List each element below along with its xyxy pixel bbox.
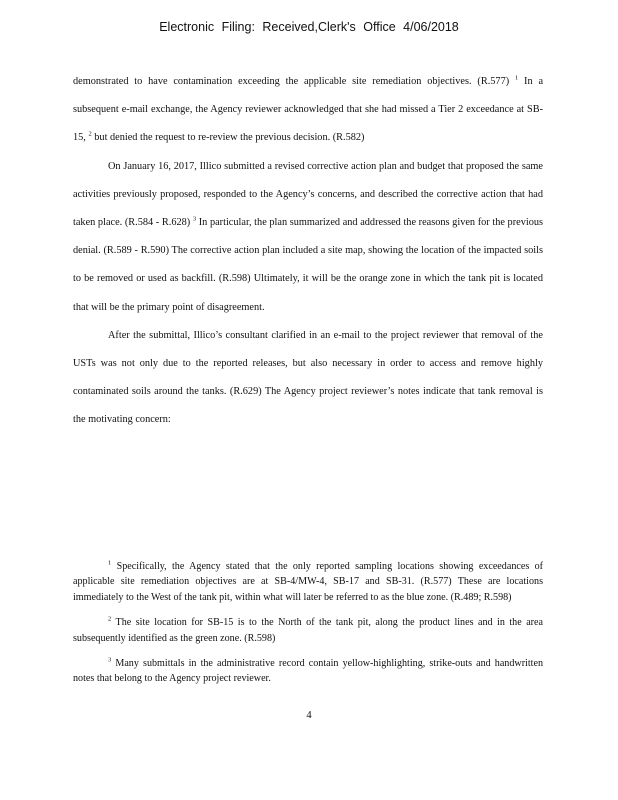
paragraph-1-text-3: but denied the request to re-review the previous decision. (R.582) — [91, 132, 365, 144]
paragraph-2-text-2: In particular, the plan summarized and addressed the reasons given for the previous denial. (R.589 - R.590) The corrective action plan included a site map, showing the location of the impacted soils to be removed or used as backfill. (R.598) Ultimately, it will be the orange zone in which the tank pit is located that will be the primary point of disagreement. — [73, 217, 544, 313]
footnote-ref-3: 3 — [192, 215, 197, 223]
footnote-mark: 3 — [108, 656, 112, 664]
footnote-1 — [73, 559, 543, 605]
footnote-text: Many submittals in the administrative record contain yellow-highlighting, strike-outs and handwritten notes that belong to the Agency project reviewer. — [73, 658, 543, 685]
footnote-ref-2: 2 — [88, 130, 92, 138]
paragraph-1 — [73, 68, 543, 153]
page-number: 4 — [306, 710, 312, 721]
paragraph-1-text: demonstrated to have contamination exceeding the applicable site remediation objectives. (R.577) — [73, 76, 510, 87]
footnote-3 — [73, 656, 543, 687]
footnote-mark: 2 — [108, 615, 112, 623]
filing-header: Electronic Filing: Received,Clerk's Office 4/06/2018 — [159, 20, 459, 34]
paragraph-2-text: On January 16, 2017, Illico submitted a revised corrective action plan and budget that proposed the same activities previously proposed, responded to the Agency’s concerns, and described the corrective action that had taken place. (R.584 - R.628) — [73, 160, 543, 229]
footnote-ref-1: 1 — [514, 74, 519, 82]
body-text — [73, 68, 543, 435]
footnote-mark: 1 — [108, 559, 112, 567]
footnotes — [73, 559, 543, 697]
paragraph-2 — [73, 153, 543, 322]
paragraph-1-text-2: In a subsequent e-mail exchange, the Agency reviewer acknowledged that she had missed a Tier 2 exceedance at SB-15, — [73, 76, 544, 144]
footnote-2 — [73, 615, 543, 646]
paragraph-3: After the submittal, Illico’s consultant clarified in an e-mail to the project reviewer that removal of the USTs was not only due to the reported releases, but also necessary in order to access and remove highly contaminated soils around the tanks. (R.629) The Agency project reviewer’s notes indicate that tank removal is the motivating concern: — [73, 329, 543, 426]
footnote-text: The site location for SB-15 is to the North of the tank pit, along the product lines and in the area subsequently identified as the green zone. (R.598) — [73, 617, 543, 644]
footnote-text: Specifically, the Agency stated that the only reported sampling locations showing exceedances of applicable site remediation objectives are at SB-4/MW-4, SB-17 and SB-31. (R.577) These are locations immediately to the West of the tank pit, within what will later be referred to as the blue zone. (R.489; R.598) — [73, 561, 543, 603]
